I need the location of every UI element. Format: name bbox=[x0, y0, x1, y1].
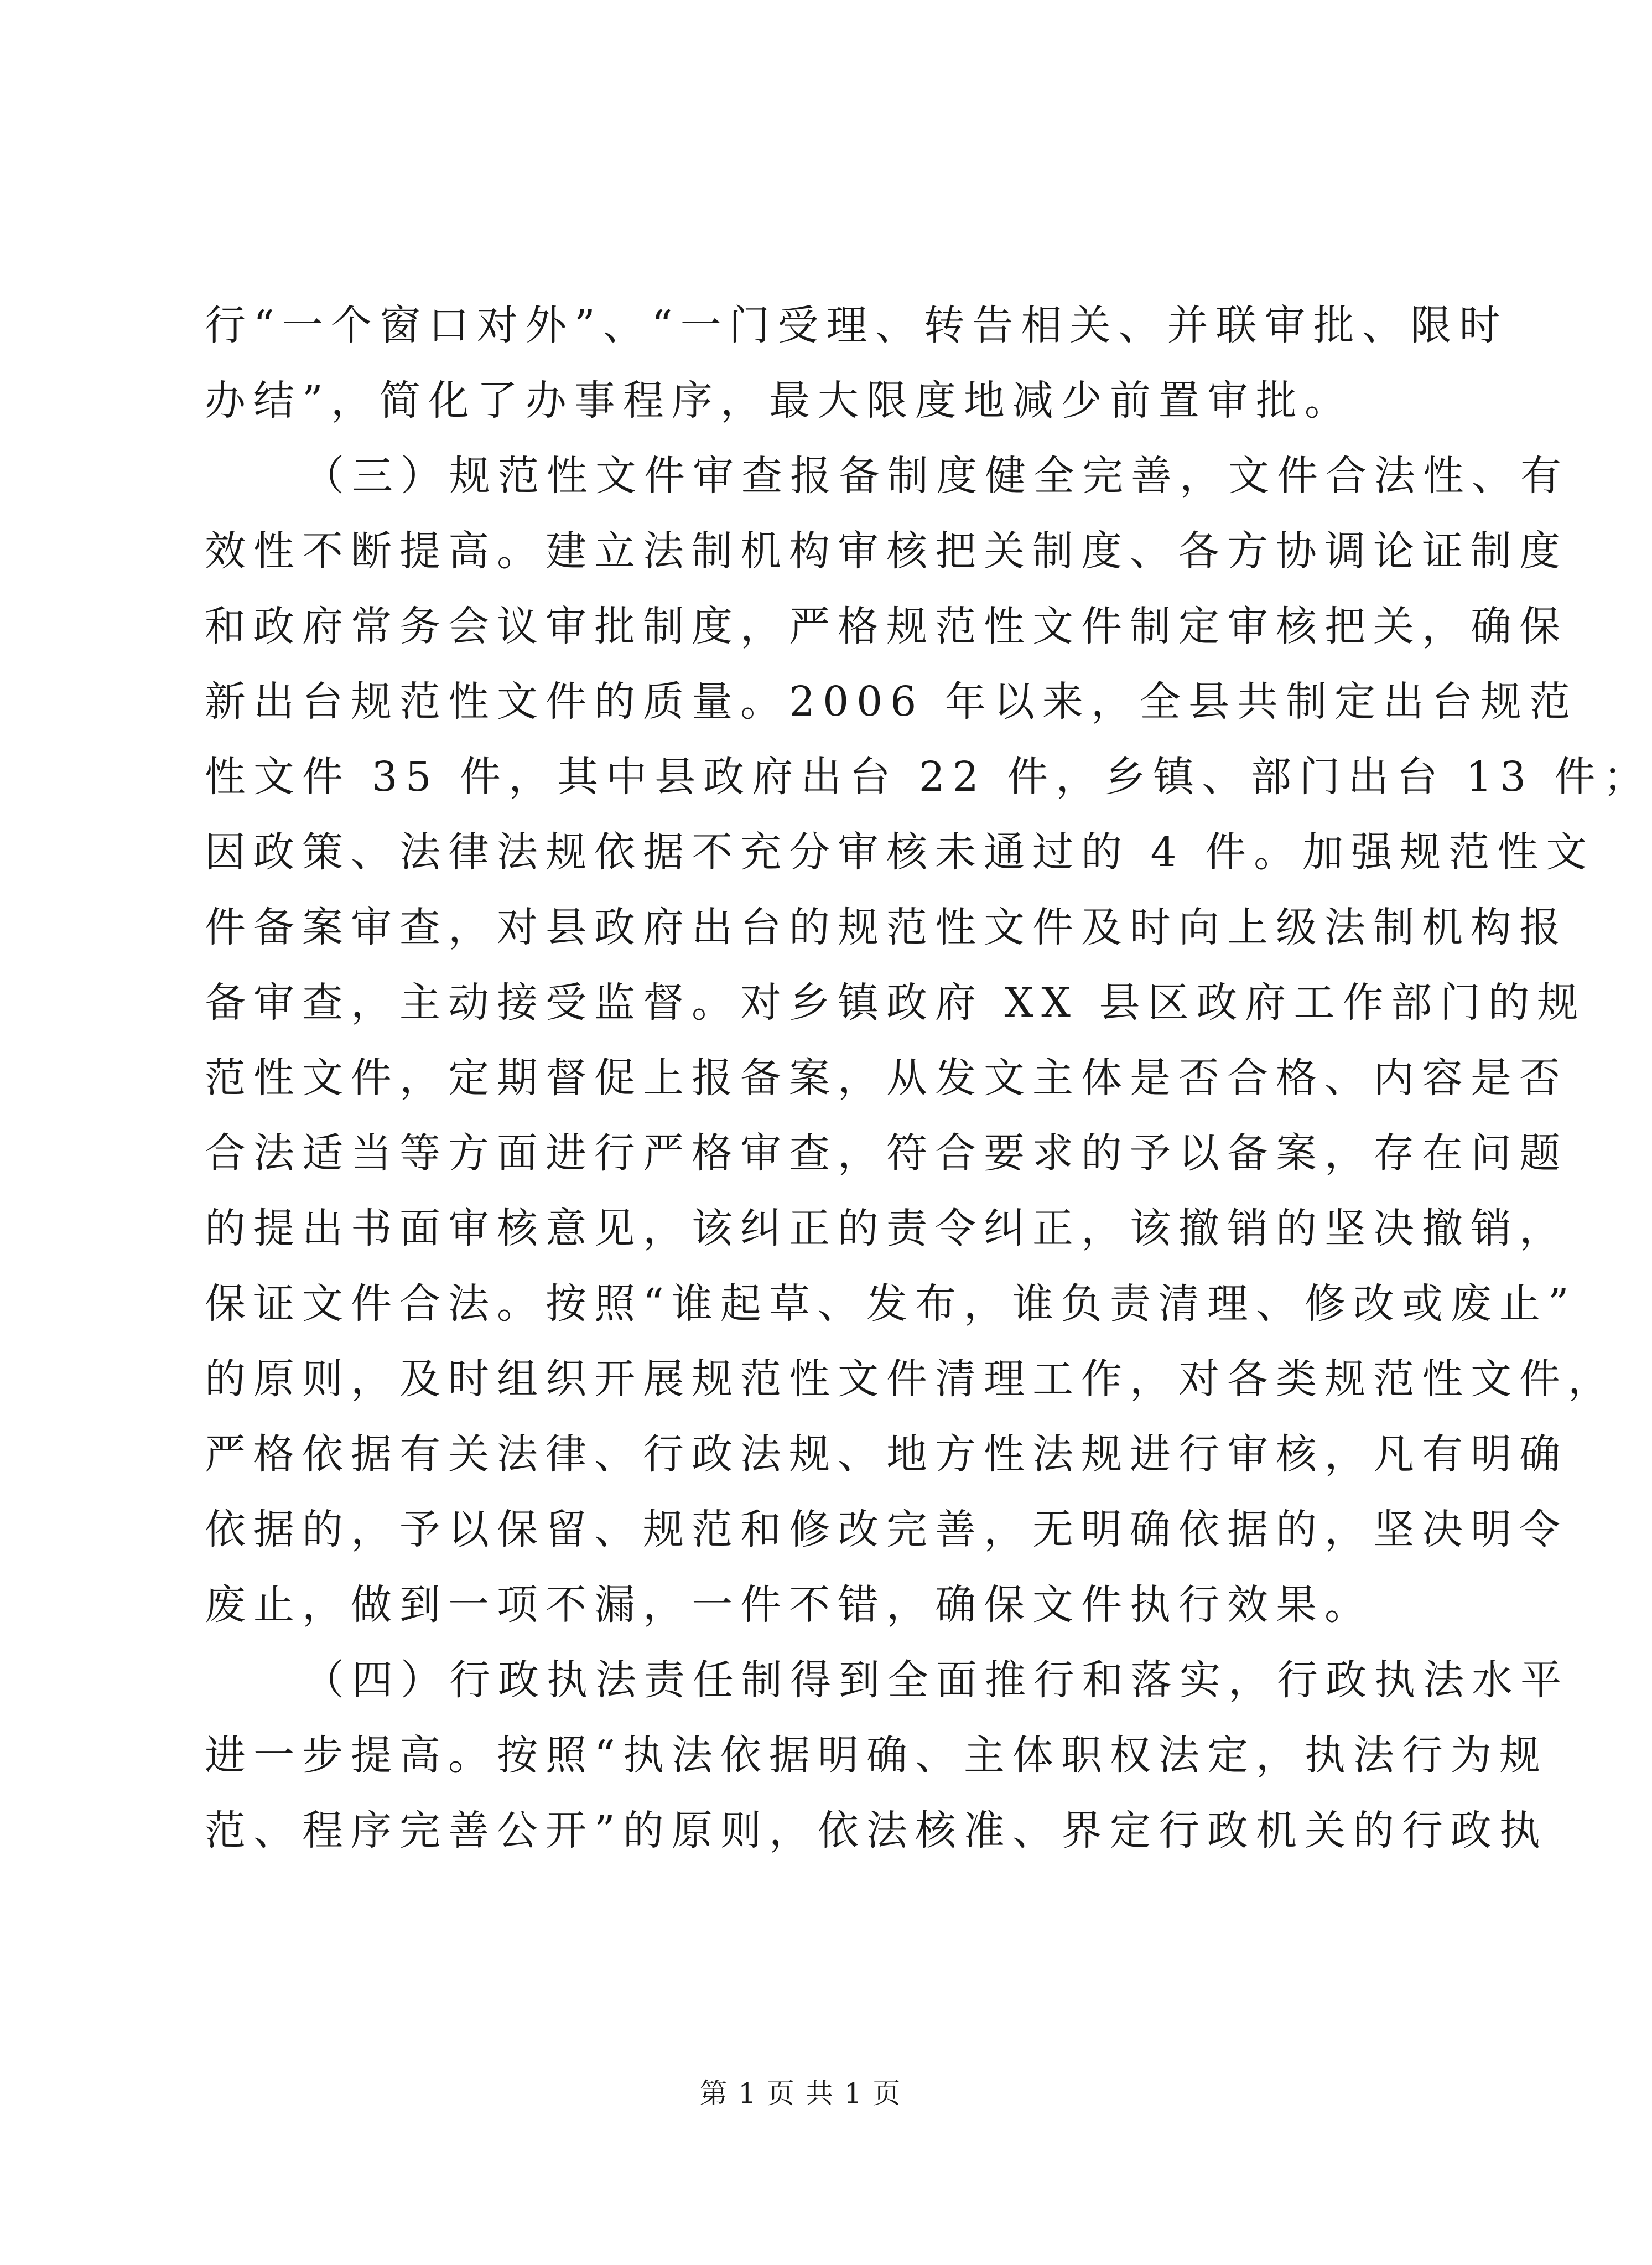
text-line: 依据的，予以保留、规范和修改完善，无明确依据的，坚决明令 bbox=[205, 1506, 1568, 1553]
text-line: 废止，做到一项不漏，一件不错，确保文件执行效果。 bbox=[205, 1581, 1373, 1629]
text-line: 性文件 35 件，其中县政府出台 22 件，乡镇、部门出台 13 件； bbox=[205, 753, 1652, 801]
document-body bbox=[205, 288, 1652, 1868]
text-line: 进一步提高。按照“执法依据明确、主体职权法定，执法行为规 bbox=[205, 1732, 1548, 1779]
page-number-label: 第 1 页 共 1 页 bbox=[699, 2077, 902, 2109]
text-line: 效性不断提高。建立法制机构审核把关制度、各方协调论证制度 bbox=[205, 527, 1568, 575]
text-line: 因政策、法律法规依据不充分审核未通过的 4 件。加强规范性文 bbox=[205, 828, 1595, 876]
text-line: 范性文件，定期督促上报备案，从发文主体是否合格、内容是否 bbox=[205, 1054, 1568, 1102]
text-line: 和政府常务会议审批制度，严格规范性文件制定审核把关，确保 bbox=[205, 603, 1568, 650]
page-footer bbox=[0, 2074, 1601, 2113]
text-line: 的原则，及时组织开展规范性文件清理工作，对各类规范性文件， bbox=[205, 1355, 1617, 1403]
text-line: 件备案审查，对县政府出台的规范性文件及时向上级法制机构报 bbox=[205, 904, 1568, 951]
text-line: 办结”，简化了办事程序，最大限度地减少前置审批。 bbox=[205, 377, 1353, 424]
text-line: 新出台规范性文件的质量。2006 年以来，全县共制定出台规范 bbox=[205, 678, 1578, 725]
text-line: 范、程序完善公开”的原则，依法核准、界定行政机关的行政执 bbox=[205, 1807, 1548, 1854]
text-line: 严格依据有关法律、行政法规、地方性法规进行审核，凡有明确 bbox=[205, 1430, 1568, 1478]
text-line: 保证文件合法。按照“谁起草、发布，谁负责清理、修改或废止” bbox=[205, 1280, 1577, 1328]
text-line: 的提出书面审核意见，该纠正的责令纠正，该撤销的坚决撤销， bbox=[205, 1205, 1568, 1252]
paragraph-heading-line: （四）行政执法责任制得到全面推行和落实，行政执法水平 bbox=[303, 1656, 1569, 1704]
paragraph-heading-line: （三）规范性文件审查报备制度健全完善，文件合法性、有 bbox=[303, 452, 1569, 500]
text-line: 合法适当等方面进行严格审查，符合要求的予以备案，存在问题 bbox=[205, 1129, 1568, 1177]
text-line: 行“一个窗口对外”、“一门受理、转告相关、并联审批、限时 bbox=[205, 302, 1508, 349]
text-line: 备审查，主动接受监督。对乡镇政府 XX 县区政府工作部门的规 bbox=[205, 979, 1586, 1027]
